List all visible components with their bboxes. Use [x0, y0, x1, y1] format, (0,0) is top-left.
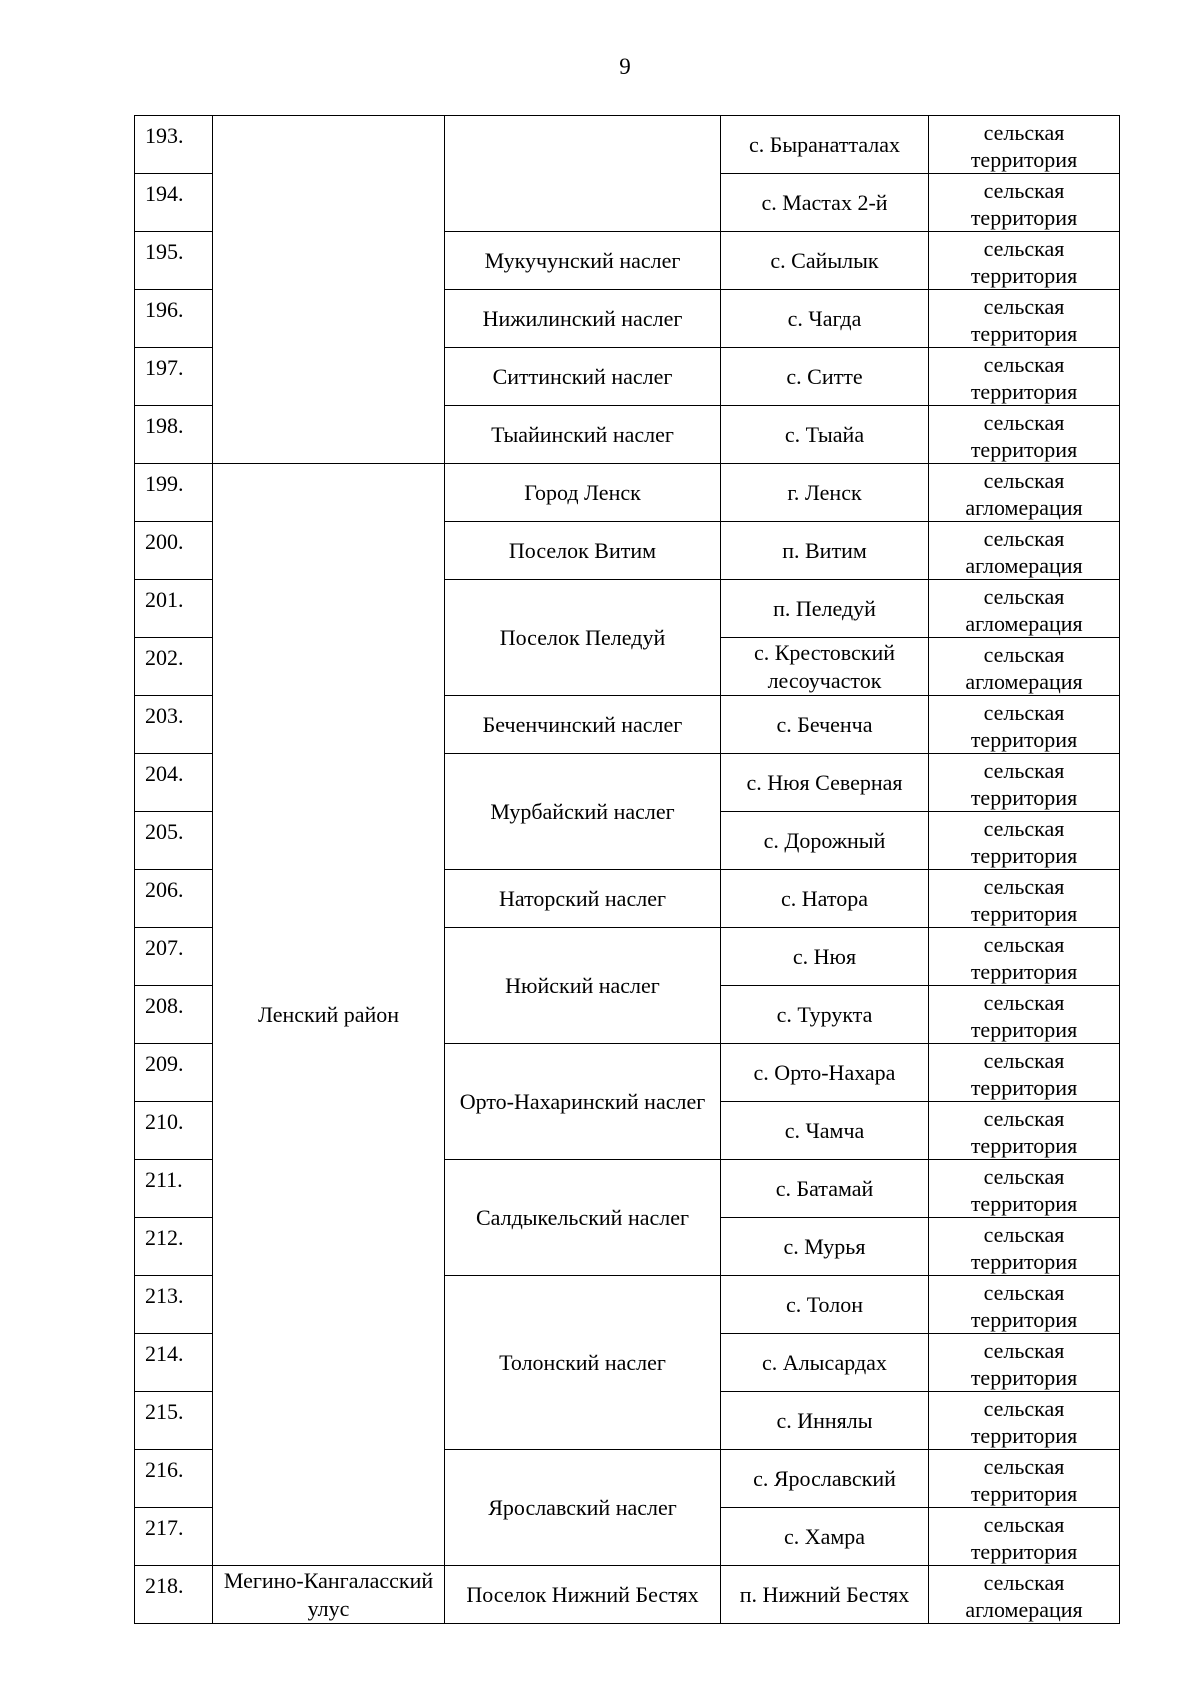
settlement-cell: Толонский наслег [445, 1276, 721, 1450]
row-number: 218. [135, 1566, 213, 1624]
settlement-cell: Нижилинский наслег [445, 290, 721, 348]
row-number: 213. [135, 1276, 213, 1334]
territory-type-cell: сельская территория [929, 696, 1120, 754]
territory-type-cell: сельская территория [929, 1102, 1120, 1160]
territory-type-cell: сельская территория [929, 406, 1120, 464]
row-number: 216. [135, 1450, 213, 1508]
locality-cell: с. Натора [721, 870, 929, 928]
territory-type-cell: сельская агломерация [929, 1566, 1120, 1624]
territory-type-cell: сельская территория [929, 174, 1120, 232]
row-number: 200. [135, 522, 213, 580]
locality-cell: с. Алысардах [721, 1334, 929, 1392]
settlements-table [134, 115, 1120, 1624]
locality-cell: с. Орто-Нахара [721, 1044, 929, 1102]
settlement-cell: Нюйский наслег [445, 928, 721, 1044]
territory-type-cell: сельская территория [929, 1276, 1120, 1334]
settlement-cell: Поселок Витим [445, 522, 721, 580]
row-number: 204. [135, 754, 213, 812]
locality-cell: с. Крестовский лесоучасток [721, 638, 929, 696]
locality-cell: с. Тыайа [721, 406, 929, 464]
locality-cell: с. Чагда [721, 290, 929, 348]
territory-type-cell: сельская территория [929, 1508, 1120, 1566]
locality-cell: п. Витим [721, 522, 929, 580]
row-number: 198. [135, 406, 213, 464]
district-cell: Мегино-Кангаласский улус [213, 1566, 445, 1624]
table-row [135, 464, 1120, 522]
settlement-cell: Мукучунский наслег [445, 232, 721, 290]
settlement-cell: Город Ленск [445, 464, 721, 522]
locality-cell: п. Нижний Бестях [721, 1566, 929, 1624]
territory-type-cell: сельская территория [929, 870, 1120, 928]
table-row [135, 116, 1120, 174]
territory-type-cell: сельская территория [929, 1218, 1120, 1276]
settlement-cell: Ситтинский наслег [445, 348, 721, 406]
row-number: 211. [135, 1160, 213, 1218]
settlement-cell: Тыайинский наслег [445, 406, 721, 464]
locality-cell: с. Хамра [721, 1508, 929, 1566]
row-number: 209. [135, 1044, 213, 1102]
locality-cell: с. Чамча [721, 1102, 929, 1160]
settlement-cell: Наторский наслег [445, 870, 721, 928]
territory-type-cell: сельская территория [929, 1392, 1120, 1450]
district-cell [213, 116, 445, 464]
territory-type-cell: сельская территория [929, 116, 1120, 174]
district-cell: Ленский район [213, 464, 445, 1566]
row-number: 199. [135, 464, 213, 522]
territory-type-cell: сельская территория [929, 1044, 1120, 1102]
settlement-cell: Орто-Нахаринский наслег [445, 1044, 721, 1160]
row-number: 193. [135, 116, 213, 174]
row-number: 217. [135, 1508, 213, 1566]
row-number: 214. [135, 1334, 213, 1392]
territory-type-cell: сельская агломерация [929, 522, 1120, 580]
settlement-cell: Поселок Пеледуй [445, 580, 721, 696]
locality-cell: с. Дорожный [721, 812, 929, 870]
row-number: 215. [135, 1392, 213, 1450]
locality-cell: с. Батамай [721, 1160, 929, 1218]
settlement-cell: Салдыкельский наслег [445, 1160, 721, 1276]
territory-type-cell: сельская территория [929, 928, 1120, 986]
row-number: 195. [135, 232, 213, 290]
row-number: 196. [135, 290, 213, 348]
locality-cell: с. Турукта [721, 986, 929, 1044]
locality-cell: с. Нюя Северная [721, 754, 929, 812]
locality-cell: с. Беченча [721, 696, 929, 754]
territory-type-cell: сельская территория [929, 1450, 1120, 1508]
row-number: 201. [135, 580, 213, 638]
row-number: 210. [135, 1102, 213, 1160]
territory-type-cell: сельская агломерация [929, 638, 1120, 696]
locality-cell: п. Пеледуй [721, 580, 929, 638]
row-number: 206. [135, 870, 213, 928]
territory-type-cell: сельская агломерация [929, 580, 1120, 638]
row-number: 205. [135, 812, 213, 870]
locality-cell: с. Мурья [721, 1218, 929, 1276]
territory-type-cell: сельская территория [929, 1334, 1120, 1392]
territory-type-cell: сельская территория [929, 348, 1120, 406]
locality-cell: с. Ярославский [721, 1450, 929, 1508]
locality-cell: г. Ленск [721, 464, 929, 522]
locality-cell: с. Мастах 2-й [721, 174, 929, 232]
territory-type-cell: сельская территория [929, 986, 1120, 1044]
row-number: 208. [135, 986, 213, 1044]
row-number: 207. [135, 928, 213, 986]
locality-cell: с. Нюя [721, 928, 929, 986]
settlement-cell [445, 116, 721, 232]
territory-type-cell: сельская территория [929, 290, 1120, 348]
locality-cell: с. Ситте [721, 348, 929, 406]
locality-cell: с. Сайылык [721, 232, 929, 290]
territory-type-cell: сельская территория [929, 232, 1120, 290]
table-row [135, 1566, 1120, 1624]
settlement-cell: Поселок Нижний Бестях [445, 1566, 721, 1624]
row-number: 212. [135, 1218, 213, 1276]
territory-type-cell: сельская агломерация [929, 464, 1120, 522]
territory-type-cell: сельская территория [929, 754, 1120, 812]
row-number: 197. [135, 348, 213, 406]
territory-type-cell: сельская территория [929, 812, 1120, 870]
row-number: 203. [135, 696, 213, 754]
locality-cell: с. Иннялы [721, 1392, 929, 1450]
settlement-cell: Ярославский наслег [445, 1450, 721, 1566]
row-number: 194. [135, 174, 213, 232]
locality-cell: с. Толон [721, 1276, 929, 1334]
row-number: 202. [135, 638, 213, 696]
settlement-cell: Мурбайский наслег [445, 754, 721, 870]
locality-cell: с. Быранатталах [721, 116, 929, 174]
page-number: 9 [619, 54, 631, 79]
settlement-cell: Беченчинский наслег [445, 696, 721, 754]
territory-type-cell: сельская территория [929, 1160, 1120, 1218]
